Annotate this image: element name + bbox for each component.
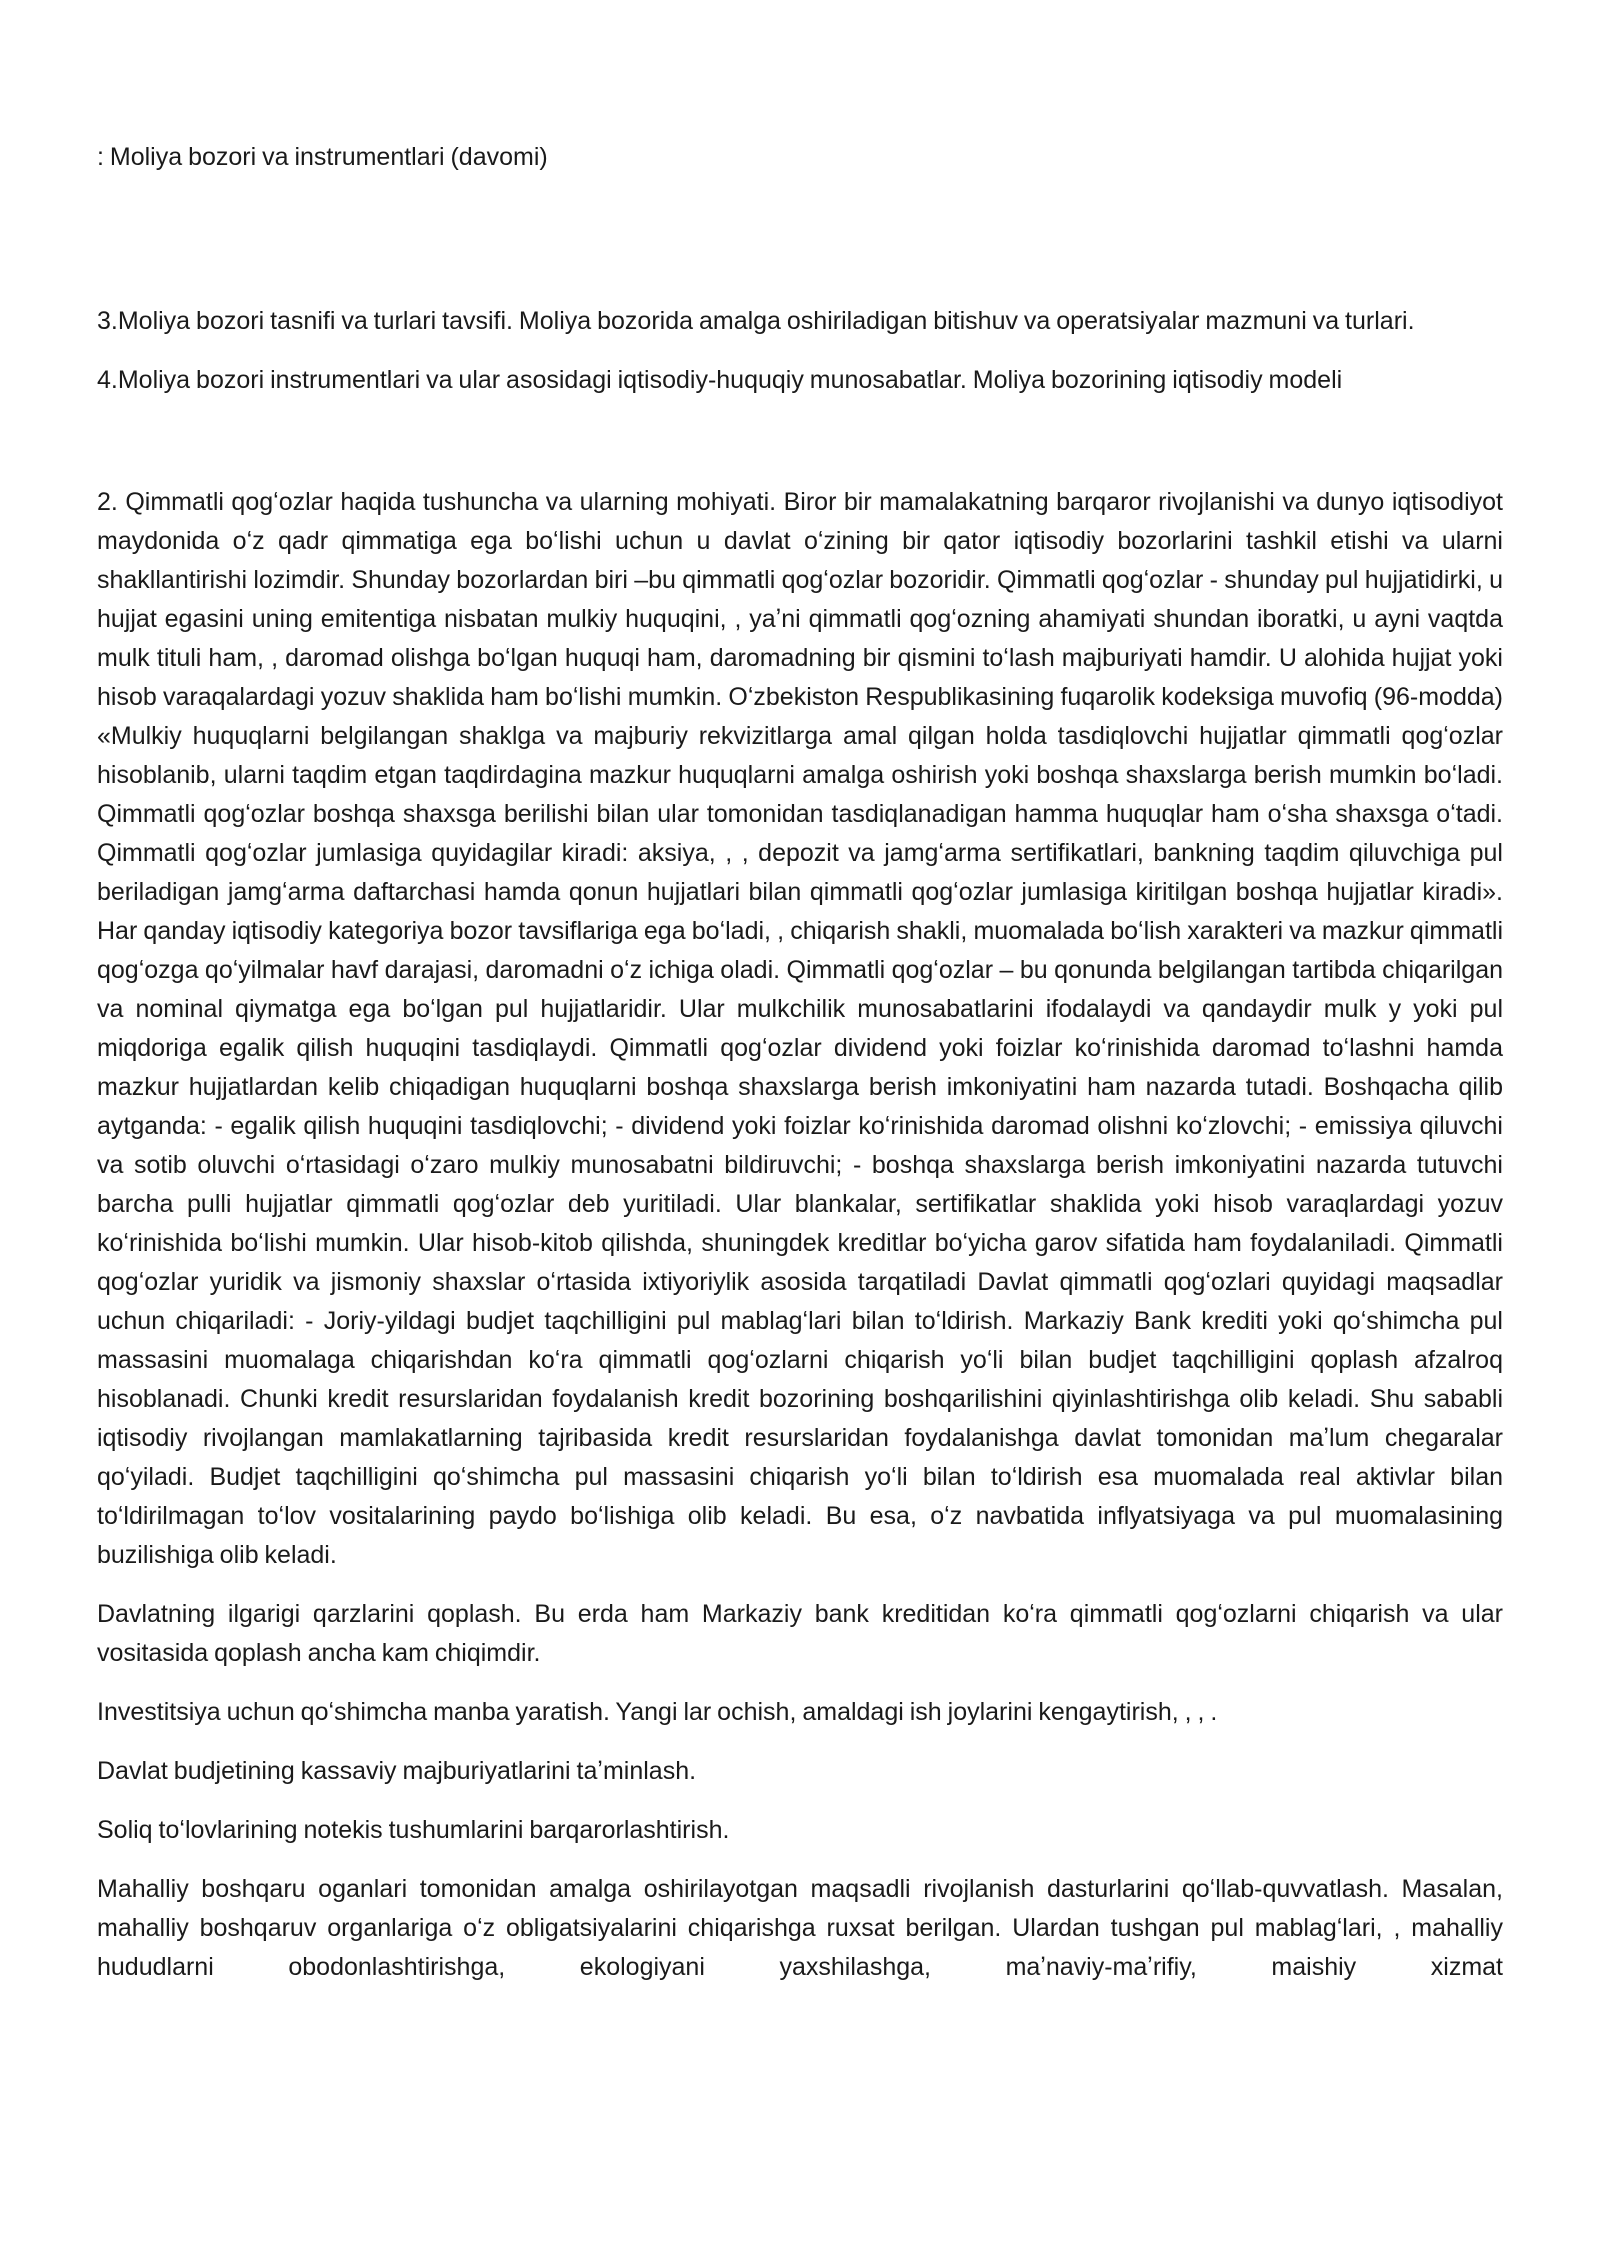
section-2-paragraph: 2. Qimmatli qogʻozlar haqida tushuncha va ularning mohiyati. Biror bir mamalakatning barqaror rivojlanishi va dunyo iqtisodiyot maydonida oʻz qadr qimmatiga ega boʻlishi uchun u davlat oʻzining bir qator iqtisodiy bozorlarini tashkil etishi va ularni shakllantirishi lozimdir. Shunday bozorlardan biri –bu qimmatli qogʻozlar bozoridir. Qimmatli qogʻozlar - shunday pul hujjatidirki, u hujjat egasini uning emitentiga nisbatan mulkiy huquqini, , yaʼni qimmatli qogʻozning ahamiyati shundan iboratki, u ayni vaqtda mulk tituli ham, , daromad olishga boʻlgan huquqi ham, daromadning bir qismini toʻlash majburiyati hamdir. U alohida hujjat yoki hisob varaqalardagi yozuv shaklida ham boʻlishi mumkin. Oʻzbekiston Respublikasining fuqarolik kodeksiga muvofiq (96-modda) «Mulkiy huquqlarni belgilangan shaklga va majburiy rekvizitlarga amal qilgan holda tasdiqlovchi hujjatlar qimmatli qogʻozlar hisoblanib, ularni taqdim etgan taqdirdagina mazkur huquqlarni amalga oshirish yoki boshqa shaxslarga berish mumkin boʻladi. Qimmatli qogʻozlar boshqa shaxsga berilishi bilan ular tomonidan tasdiqlanadigan hamma huquqlar ham oʻsha shaxsga oʻtadi. Qimmatli qogʻozlar jumlasiga quyidagilar kiradi: aksiya, , , depozit va jamgʻarma sertifikatlari, bankning taqdim qiluvchiga pul beriladigan jamgʻarma daftarchasi hamda qonun hujjatlari bilan qimmatli qogʻozlar jumlasiga kiritilgan boshqa hujjatlar kiradi». Har qanday iqtisodiy kategoriya bozor tavsiflariga ega boʻladi, , chiqarish shakli, muomalada boʻlish xarakteri va mazkur qimmatli qogʻozga qoʻyilmalar havf darajasi, daromadni oʻz ichiga oladi. Qimmatli qogʻozlar – bu qonunda belgilangan tartibda chiqarilgan va nominal qiymatga ega boʻlgan pul hujjatlaridir. Ular mulkchilik munosabatlarini ifodalaydi va qandaydir mulk y yoki pul miqdoriga egalik qilish huquqini tasdiqlaydi. Qimmatli qogʻozlar dividend yoki foizlar koʻrinishida daromad toʻlashni hamda mazkur hujjatlardan kelib chiqadigan huquqlarni boshqa shaxslarga berish imkoniyatini ham nazarda tutadi. Boshqacha qilib aytganda: - egalik qilish huquqini tasdiqlovchi; - dividend yoki foizlar koʻrinishida daromad olishni koʻzlovchi; - emissiya qiluvchi va sotib oluvchi oʻrtasidagi oʻzaro mulkiy munosabatni bildiruvchi; - boshqa shaxslarga berish imkoniyatini nazarda tutuvchi barcha pulli hujjatlar qimmatli qogʻozlar deb yuritiladi. Ular blankalar, sertifikatlar shaklida yoki hisob varaqlardagi yozuv koʻrinishida boʻlishi mumkin. Ular hisob-kitob qilishda, shuningdek kreditlar boʻyicha garov sifatida ham foydalaniladi. Qimmatli qogʻozlar yuridik va jismoniy shaxslar oʻrtasida ixtiyoriylik asosida tarqatiladi Davlat qimmatli qogʻozlari quyidagi maqsadlar uchun chiqariladi: - Joriy-yildagi budjet taqchilligini pul mablagʻlari bilan toʻldirish. Markaziy Bank krediti yoki qoʻshimcha pul massasini muomalaga chiqarishdan koʻra qimmatli qogʻozlarni chiqarish yoʻli bilan budjet taqchilligini qoplash afzalroq hisoblanadi. Chunki kredit resurslaridan foydalanish kredit bozorining boshqarilishini qiyinlashtirishga olib keladi. Shu sababli iqtisodiy rivojlangan mamlakatlarning tajribasida kredit resurslaridan foydalanishga davlat tomonidan maʼlum chegaralar qoʻyiladi. Budjet taqchilligini qoʻshimcha pul massasini chiqarish yoʻli bilan toʻldirish esa muomalada real aktivlar bilan toʻldirilmagan toʻlov vositalarining paydo boʻlishiga olib keladi. Bu esa, oʻz navbatida inflyatsiyaga va pul muomalasining buzilishiga olib keladi. xyxy=(97,488,1503,1569)
topic-4-paragraph: 4.Moliya bozori instrumentlari va ular asosidagi iqtisodiy-huquqiy munosabatlar. Moliya bozorining iqtisodiy modeli xyxy=(97,366,1343,394)
document-body xyxy=(97,138,1503,1987)
topic-3-paragraph: 3.Moliya bozori tasnifi va turlari tavsifi. Moliya bozorida amalga oshiriladigan bitishuv va operatsiyalar mazmuni va turlari. xyxy=(97,307,1415,335)
local-government-paragraph: Mahalliy boshqaru oganlari tomonidan amalga oshirilayotgan maqsadli rivojlanish dasturlarini qoʻllab-quvvatlash. Masalan, mahalliy boshqaruv organlariga oʻz obligatsiyalarini chiqarishga ruxsat berilgan. Ulardan tushgan pul mablagʻlari, , mahalliy hududlarni obodonlashtirishga, ekologiyani yaxshilashga, maʼnaviy-maʼrifiy, maishiy xizmat xyxy=(97,1875,1503,1981)
spacer xyxy=(97,1732,1503,1752)
spacer xyxy=(97,1791,1503,1811)
spacer xyxy=(97,1575,1503,1595)
spacer xyxy=(97,341,1503,361)
tax-paragraph: Soliq toʻlovlarining notekis tushumlarini barqarorlashtirish. xyxy=(97,1816,730,1844)
spacer xyxy=(97,1673,1503,1693)
spacer xyxy=(97,400,1503,483)
debts-paragraph: Davlatning ilgarigi qarzlarini qoplash. Bu erda ham Markaziy bank kreditidan koʻra qimmatli qogʻozlarni chiqarish va ular vositasida qoplash ancha kam chiqimdir. xyxy=(97,1600,1503,1667)
investment-paragraph: Investitsiya uchun qoʻshimcha manba yaratish. Yangi lar ochish, amaldagi ish joylarini kengaytirish, , , . xyxy=(97,1698,1218,1726)
spacer xyxy=(97,1850,1503,1870)
spacer xyxy=(97,177,1503,302)
budget-paragraph: Davlat budjetining kassaviy majburiyatlarini taʼminlash. xyxy=(97,1757,697,1785)
document-title: : Moliya bozori va instrumentlari (davomi) xyxy=(97,143,548,171)
